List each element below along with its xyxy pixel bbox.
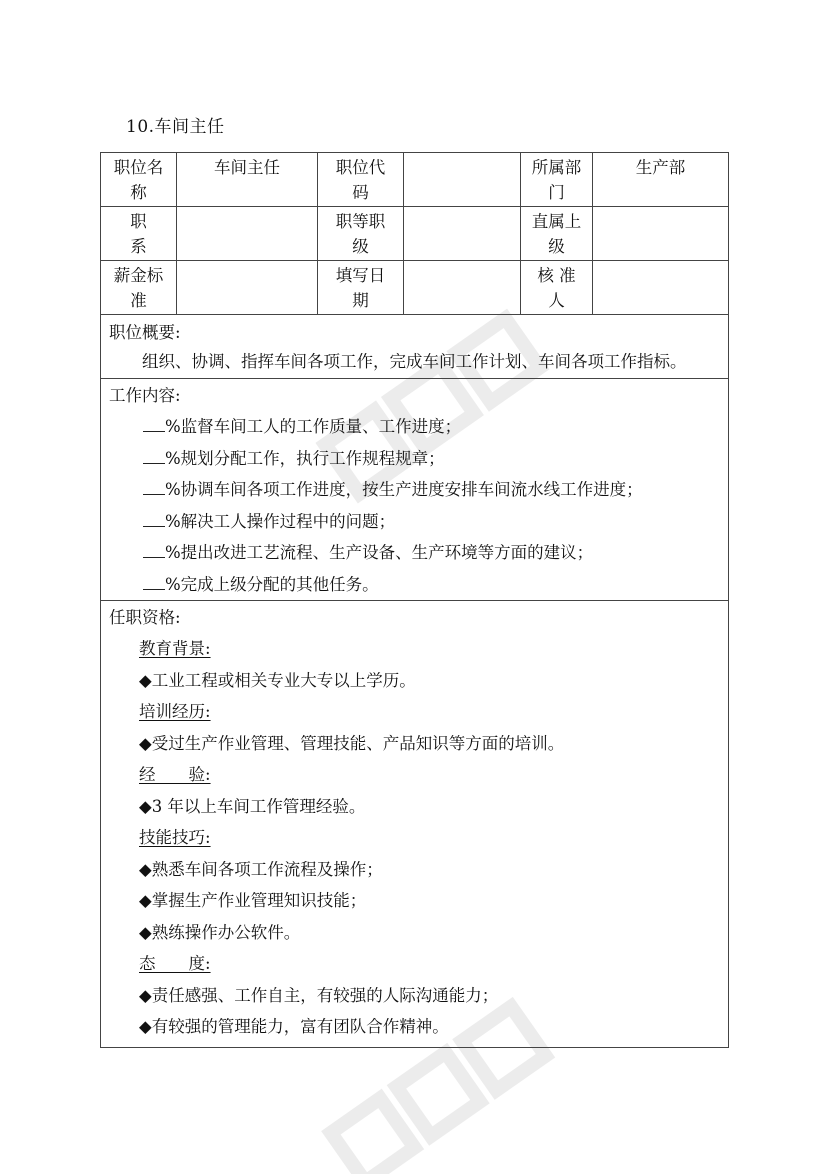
qualifications-section [101,601,729,1048]
job-description-table [100,152,729,1048]
field-label-position-name: 职位名称 [113,158,164,202]
qualifications-heading: 任职资格: [109,608,181,627]
qualification-category [109,633,720,665]
blank-line [143,510,165,527]
field-value-fill-date [404,261,520,263]
field-label-salary: 薪金标准 [113,266,164,310]
blank-line [143,478,165,495]
qualification-item: ◆有较强的管理能力，富有团队合作精神。 [139,1017,449,1036]
label-cell [521,207,593,261]
overview-row [101,315,729,379]
qualification-item: ◆责任感强、工作自主，有较强的人际沟通能力； [139,985,499,1005]
header-row [101,261,729,315]
category-education: 教育背景: [139,639,211,658]
field-label-position-code: 职位代码 [335,158,386,202]
qualification-item: ◆工业工程或相关专业大专以上学历。 [139,670,416,690]
field-label-supervisor: 直属上级 [531,212,582,256]
field-label-job-family: 职系 [130,212,147,256]
blank-line [143,541,165,558]
qualification-item: ◆掌握生产作业管理知识技能； [139,891,367,910]
field-label-department: 所属部门 [531,158,582,202]
label-cell [521,153,593,207]
value-cell [404,153,521,207]
value-cell [177,153,318,207]
category-attitude: 态 度: [139,954,211,973]
field-value-grade [404,207,520,209]
qualification-category [109,948,720,980]
field-value-position-code [404,153,520,155]
duty-item: %提出改进工艺流程、生产设备、生产环境等方面的建议； [109,537,720,569]
value-cell [404,207,521,261]
duty-item: %监督车间工人的工作质量、工作进度； [109,411,720,443]
duties-section [101,379,729,601]
duties-row [101,379,729,601]
blank-line [143,415,165,432]
label-cell [318,153,404,207]
blank-line [143,447,165,464]
category-training: 培训经历: [139,702,211,721]
value-cell [593,153,729,207]
qualification-item: ◆熟练操作办公软件。 [139,922,301,942]
field-value-department: 生产部 [635,158,686,177]
duty-item: %协调车间各项工作进度，按生产进度安排车间流水线工作进度； [109,474,720,506]
value-cell [593,207,729,261]
field-value-supervisor [593,207,728,209]
header-row [101,207,729,261]
label-cell [101,261,177,315]
qualifications-row [101,601,729,1048]
field-value-position-name: 车间主任 [214,158,280,177]
value-cell [177,261,318,315]
field-value-approver [593,261,728,263]
category-skills: 技能技巧: [139,828,211,847]
qualification-category [109,822,720,854]
overview-section [101,315,729,379]
duties-heading: 工作内容: [109,386,181,405]
page-title: 10.车间主任 [126,117,225,137]
duty-item: %规划分配工作，执行工作规程规章； [109,443,720,475]
duty-item: %完成上级分配的其他任务。 [109,569,720,601]
field-value-salary [177,261,317,263]
overview-text: 组织、协调、指挥车间各项工作，完成车间工作计划、车间各项工作指标。 [142,352,687,371]
qualification-item: ◆3 年以上车间工作管理经验。 [139,796,366,816]
value-cell [593,261,729,315]
qualification-item: ◆熟悉车间各项工作流程及操作； [139,859,383,879]
field-value-job-family [177,207,317,209]
category-experience: 经 验: [139,765,211,784]
label-cell [101,207,177,261]
field-label-grade: 职等职级 [335,212,386,256]
field-label-approver: 核 准 人 [537,266,576,310]
blank-line [143,573,165,590]
header-row [101,153,729,207]
label-cell [101,153,177,207]
value-cell [404,261,521,315]
label-cell [521,261,593,315]
qualification-category [109,759,720,791]
overview-heading: 职位概要: [109,323,181,342]
duty-item: %解决工人操作过程中的问题； [109,506,720,538]
value-cell [177,207,318,261]
label-cell [318,207,404,261]
qualification-category [109,696,720,728]
qualification-item: ◆受过生产作业管理、管理技能、产品知识等方面的培训。 [139,733,565,753]
field-label-fill-date: 填写日期 [335,266,386,310]
label-cell [318,261,404,315]
